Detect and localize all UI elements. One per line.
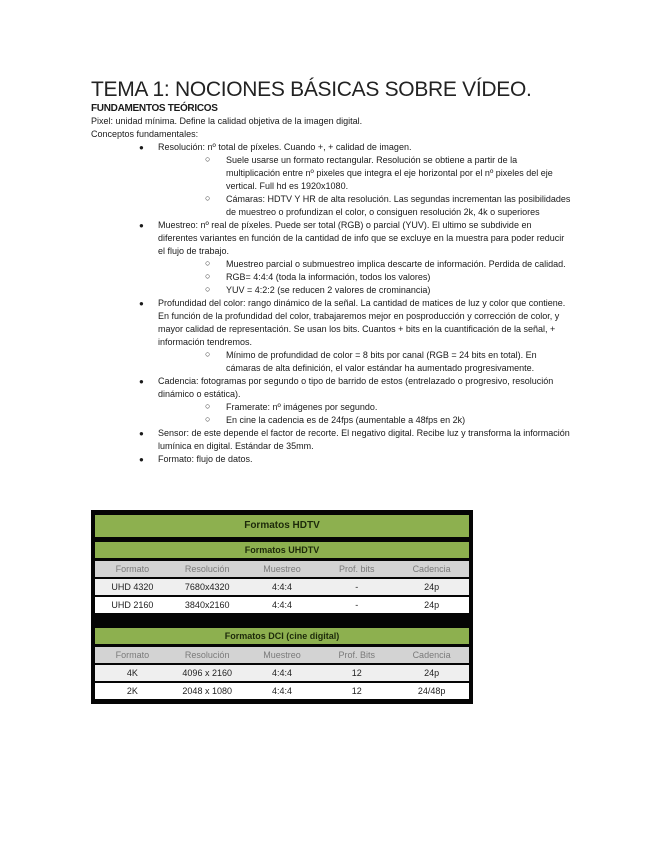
bullet-dot-icon: ● [139, 377, 144, 386]
column-header: Prof. Bits [338, 650, 376, 660]
table-header-row [95, 647, 469, 663]
bullet-cadencia: ● Cadencia: fotogramas por segundo o tipo de barrido de estos (entrelazado o progresivo, resolución dinámico o estática). [139, 376, 554, 399]
column-header: Cadencia [412, 564, 451, 574]
table-cell: 12 [351, 686, 362, 696]
table-cell: 4096 x 2160 [182, 668, 232, 678]
table-cell: 3840x2160 [184, 600, 230, 610]
bullet-formato: ● Formato: flujo de datos. [139, 454, 253, 464]
page-title: TEMA 1: NOCIONES BÁSICAS SOBRE VÍDEO. [91, 78, 532, 101]
subbullet: ○ RGB= 4:4:4 (toda la información, todos los valores) [205, 271, 431, 282]
table-cell: 4:4:4 [271, 582, 292, 592]
subbullet: ○ Framerate: nº imágenes por segundo. [205, 401, 378, 412]
column-header: Prof. bits [339, 564, 375, 574]
formats-table [91, 510, 473, 704]
table-cell: 2048 x 1080 [182, 686, 232, 696]
table-cell: - [355, 600, 359, 610]
circle-bullet-icon: ○ [205, 271, 211, 281]
concept-list [91, 141, 571, 466]
table-row [95, 665, 469, 681]
table-cell: UHD 2160 [111, 600, 154, 610]
table-row [95, 597, 469, 613]
subbullet: ○ En cine la cadencia es de 24fps (aumentable a 48fps en 2k) [205, 414, 466, 425]
section-heading: FUNDAMENTOS TEÓRICOS [91, 103, 218, 114]
table-row [95, 579, 469, 595]
table-cell: 7680x4320 [184, 582, 230, 592]
circle-bullet-icon: ○ [205, 284, 211, 294]
bullet-dot-icon: ● [139, 221, 144, 230]
circle-bullet-icon: ○ [205, 401, 211, 411]
table-cell: 4:4:4 [271, 668, 292, 678]
table-cell: 12 [351, 668, 362, 678]
column-header: Formato [115, 564, 150, 574]
table-cell: 2K [126, 686, 138, 696]
subbullet: ○ Cámaras: HDTV Y HR de alta resolución. Las segundas incrementan las posibilidades de muestreo o profundizan el color, o consiguen resolución 2k, 4k o superiores [205, 193, 571, 217]
table-cell: 24p [424, 582, 440, 592]
section-title-dci: Formatos DCI (cine digital) [95, 628, 469, 644]
bullet-sensor: ● Sensor: de este depende el factor de recorte. El negativo digital. Recibe luz y transforma la información lumínica en digital. Estándar de 35mm. [139, 428, 570, 451]
table-cell: 4K [126, 668, 138, 678]
intro-pixel: Pixel: unidad mínima. Define la calidad objetiva de la imagen digital. [91, 116, 363, 126]
subbullet: ○ Suele usarse un formato rectangular. Resolución se obtiene a partir de la multiplicación entre nº pixeles que integra el eje horizontal por el nº pixeles del eje vertical. Full hd es 1920x1080. [205, 154, 553, 191]
bullet-dot-icon: ● [139, 455, 144, 464]
circle-bullet-icon: ○ [205, 349, 211, 359]
circle-bullet-icon: ○ [205, 154, 211, 164]
bullet-resolucion: ● Resolución: nº total de píxeles. Cuando +, + calidad de imagen. [139, 142, 412, 152]
column-header: Formato [115, 650, 150, 660]
bullet-dot-icon: ● [139, 143, 144, 152]
table-cell: UHD 4320 [111, 582, 154, 592]
table-cell: 24p [424, 600, 440, 610]
circle-bullet-icon: ○ [205, 193, 211, 203]
table-cell: 24p [424, 668, 440, 678]
column-header: Resolución [184, 650, 230, 660]
table-row [95, 683, 469, 699]
table-cell: - [355, 582, 359, 592]
subbullet: ○ Muestreo parcial o submuestreo implica descarte de información. Perdida de calidad. [205, 258, 566, 269]
bullet-muestreo: ● Muestreo: nº real de píxeles. Puede ser total (RGB) o parcial (YUV). El ultimo se subdivide en diferentes variantes en función de la cantidad de info que se excluye en la muestra para poder reducir el flujo de trabajo. [139, 220, 565, 256]
section-title-uhdtv: Formatos UHDTV [95, 542, 469, 558]
table-header-row [95, 561, 469, 577]
column-header: Resolución [184, 564, 230, 574]
table-title: Formatos HDTV [95, 515, 469, 537]
bullet-dot-icon: ● [139, 299, 144, 308]
bullet-dot-icon: ● [139, 429, 144, 438]
table-cell: 4:4:4 [271, 600, 292, 610]
bullet-profundidad: ● Profundidad del color: rango dinámico de la señal. La cantidad de matices de luz y color que contiene. En función de la profundidad del color, trabajaremos mejor en posproducción y corrección de color, y mayor calidad de representación. Se usan los bits. Cuantos + bits en la cuantificación de la señal, + información tendremos. [139, 298, 566, 347]
document-body [91, 78, 571, 466]
column-header: Muestreo [263, 650, 301, 660]
subbullet: ○ YUV = 4:2:2 (se reducen 2 valores de crominancia) [205, 284, 431, 295]
table-cell: 24/48p [417, 686, 446, 696]
subbullet: ○ Mínimo de profundidad de color = 8 bits por canal (RGB = 24 bits en total). En cámaras de alta definición, el valor estándar ha aumentado progresivamente. [205, 349, 537, 373]
circle-bullet-icon: ○ [205, 414, 211, 424]
column-header: Muestreo [263, 564, 301, 574]
column-header: Cadencia [412, 650, 451, 660]
table-cell: 4:4:4 [271, 686, 292, 696]
circle-bullet-icon: ○ [205, 258, 211, 268]
intro-conceptos: Conceptos fundamentales: [91, 129, 199, 139]
